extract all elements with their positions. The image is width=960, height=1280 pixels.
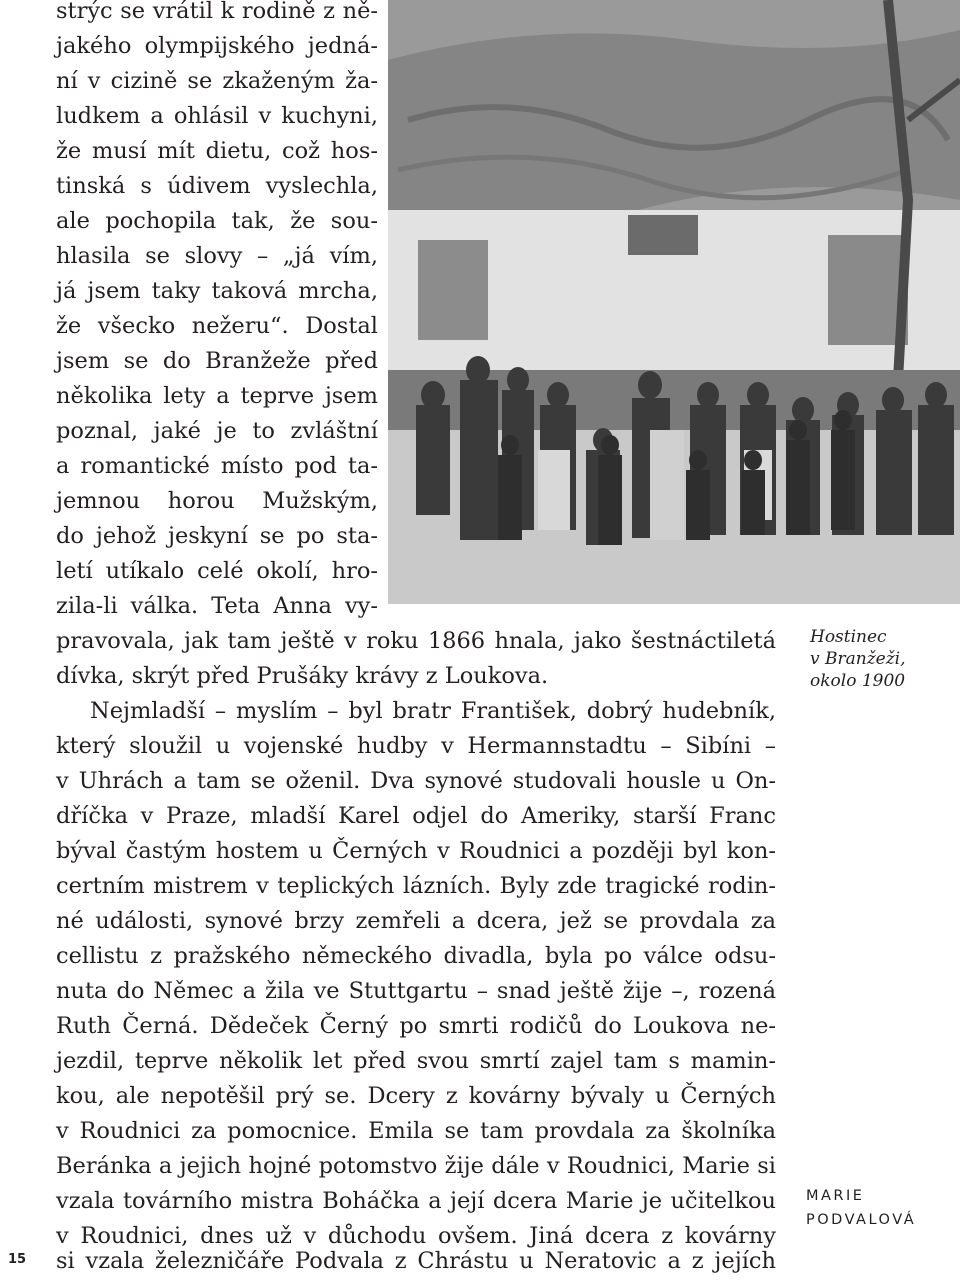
text-line: jakého olympijského jedná-: [56, 33, 378, 59]
text-line: v Roudnici, dnes už v důchodu ovšem. Jiná dcera z kovárny: [56, 1223, 776, 1249]
text-line: jemnou horou Mužským,: [56, 488, 378, 514]
text-line: pravovala, jak tam ještě v roku 1866 hnala, jako šestnáctiletá: [56, 628, 776, 654]
text-line: jezdil, teprve několik let před svou smrtí zajel tam s mamin-: [56, 1048, 776, 1074]
text-line: cellistu z pražského německého divadla, byla po válce odsu-: [56, 943, 776, 969]
text-line: který sloužil u vojenské hudby v Hermannstadtu – Sibíni –: [56, 733, 776, 759]
text-line: jsem se do Branžeže před: [56, 348, 378, 374]
text-line: vzala továrního mistra Boháčka a její dcera Marie je učitelkou: [56, 1188, 776, 1214]
text-line: a romantické místo pod ta-: [56, 453, 378, 479]
text-line: dívka, skrýt před Prušáky krávy z Loukova.: [56, 663, 549, 689]
author-first-name: MARIE: [806, 1188, 865, 1204]
text-line: kou, ale nepotěšil prý se. Dcery z kovárny bývaly u Černých: [56, 1083, 776, 1109]
author-name: [806, 1184, 946, 1232]
author-last-name: PODVALOVÁ: [806, 1212, 917, 1228]
caption-line: okolo 1900: [810, 671, 906, 691]
text-line: ludkem a ohlásil v kuchyni,: [56, 103, 378, 129]
text-line: v Roudnici za pomocnice. Emila se tam provdala za školníka: [56, 1118, 776, 1144]
text-line: poznal, jaké je to zvláštní: [56, 418, 378, 444]
text-line: do jehož jeskyní se po sta-: [56, 523, 378, 549]
text-line: zila-li válka. Teta Anna vy-: [56, 593, 378, 619]
photo-caption: [810, 626, 940, 692]
text-line: tinská s údivem vyslechla,: [56, 173, 378, 199]
text-line: letí utíkalo celé okolí, hro-: [56, 558, 378, 584]
caption-line: Hostinec: [810, 627, 887, 647]
inn-photograph-image: [388, 0, 960, 604]
text-line: hlasila se slovy – „já vím,: [56, 243, 378, 269]
text-line: ní v cizině se zkaženým ža-: [56, 68, 378, 94]
text-line: si vzala železničáře Podvala z Chrástu u Neratovic a z jejích: [56, 1248, 776, 1274]
caption-line: v Branžeži,: [810, 649, 906, 669]
text-line: né události, synové brzy zemřeli a dcera, jež se provdala za: [56, 908, 776, 934]
text-line: Ruth Černá. Dědeček Černý po smrti rodičů do Loukova ne-: [56, 1013, 776, 1039]
text-line: Nejmladší – myslím – byl bratr František, dobrý hudebník,: [90, 698, 776, 724]
inn-photograph: [388, 0, 960, 604]
page-number: 15: [8, 1252, 27, 1267]
text-line: že všecko nežeru“. Dostal: [56, 313, 378, 339]
text-line: dříčka v Praze, mladší Karel odjel do Ameriky, starší Franc: [56, 803, 776, 829]
text-line: strýc se vrátil k rodině z ně-: [56, 0, 378, 24]
text-line: Beránka a jejich hojné potomstvo žije dále v Roudnici, Marie si: [56, 1153, 776, 1179]
text-line: já jsem taky taková mrcha,: [56, 278, 378, 304]
text-line: ale pochopila tak, že sou-: [56, 208, 378, 234]
text-line: nuta do Němec a žila ve Stuttgartu – snad ještě žije –, rozená: [56, 978, 776, 1004]
text-line: býval častým hostem u Černých v Roudnici a později byl kon-: [56, 838, 776, 864]
text-line: v Uhrách a tam se oženil. Dva synové studovali housle u On-: [56, 768, 776, 794]
text-line: několika lety a teprve jsem: [56, 383, 378, 409]
text-line: certním mistrem v teplických lázních. Byly zde tragické rodin-: [56, 873, 776, 899]
text-line: že musí mít dietu, což hos-: [56, 138, 378, 164]
